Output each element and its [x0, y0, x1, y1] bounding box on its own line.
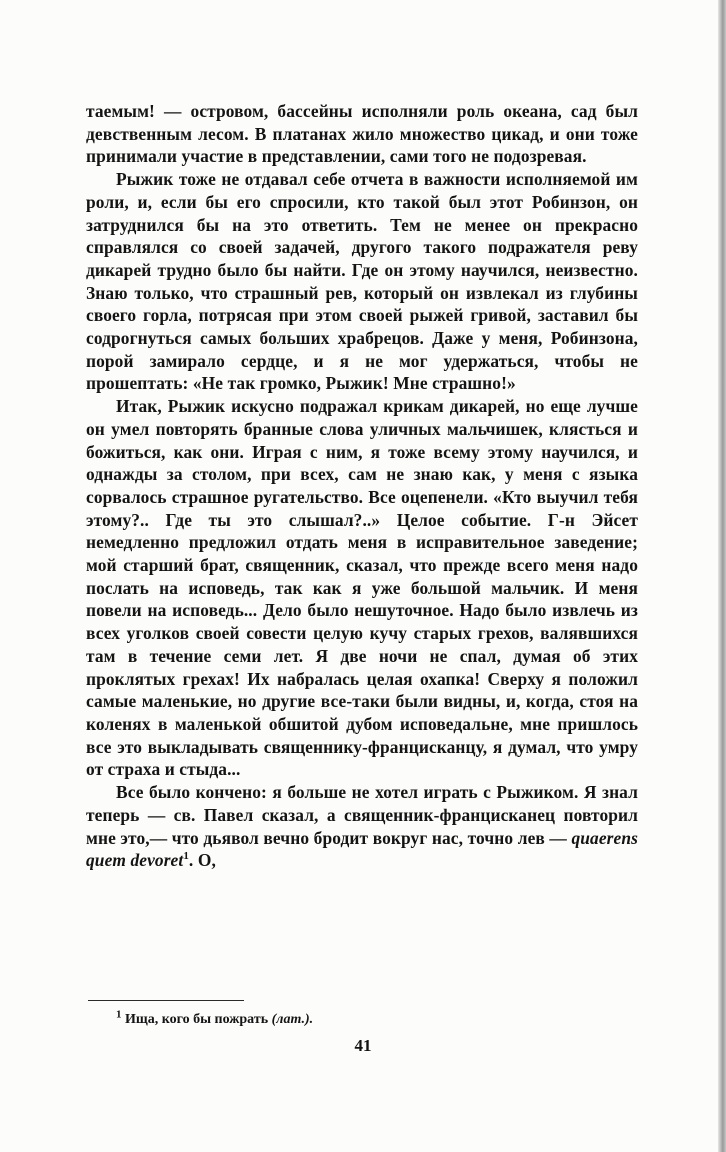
footnote-number: 1 [116, 1008, 122, 1021]
paragraph-2: Рыжик тоже не отдавал себе отчета в важности исполняемой им роли, и, если бы его спросили, кто такой был этот Робинзон, он затруднился бы на это ответить. Тем не менее он прекрасно справлялся со своей задачей, другого такого подражателя реву дикарей трудно было бы найти. Где он этому научился, неизвестно. Знаю только, что страшный рев, который он извлекал из глубины своего горла, потрясая при этом своей рыжей гривой, заставил бы содрогнуться самых больших храбрецов. Даже у меня, Робинзона, порой замирало сердце, и я не мог удержаться, чтобы не прошептать: «Не так громко, Рыжик! Мне страшно!» [86, 169, 638, 394]
page-edge-shadow [718, 0, 726, 1152]
footnote-text: Ища, кого бы пожрать [125, 1012, 269, 1027]
body-text [86, 100, 638, 872]
footnote [116, 1008, 616, 1029]
paragraph-4-tail: . О, [188, 850, 216, 871]
page-number: 41 [354, 1036, 372, 1055]
footnote-divider [88, 1000, 244, 1001]
paragraph-3: Итак, Рыжик искусно подражал крикам дикарей, но еще лучше он умел повторять бранные слова уличных мальчишек, клясться и божиться, как они. Играя с ним, я тоже всему этому научился, и однажды за столом, при всех, сам не знаю как, у меня с языка сорвалось страшное ругательство. Все оцепенели. «Кто выучил тебя этому?.. Где ты это слышал?..» Целое событие. Г-н Эйсет немедленно предложил отдать меня в исправительное заведение; мой старший брат, священник, сказал, что прежде всего меня надо послать на исповедь, так как я уже большой мальчик. И меня повели на исповедь... Дело было нешуточное. Надо было извлечь из всех уголков своей совести целую кучу старых грехов, валявшихся там в течение семи лет. Я две ночи не спал, думая об этих проклятых грехах! Их набралась целая охапка! Сверху я положил самые маленькие, но другие все-таки были видны, и, когда, стоя на коленях в маленькой обшитой дубом исповедальне, мне пришлось все это выкладывать священнику-францисканцу, я думал, что умру от страха и стыда... [86, 396, 638, 780]
paragraph-4-text: Все было кончено: я больше не хотел играть с Рыжиком. Я знал теперь — св. Павел сказал, а священник-францисканец повторил мне это,— что дьявол вечно бродит вокруг нас, точно лев — [86, 782, 638, 848]
paragraph-4 [86, 781, 638, 872]
footnote-marker: 1 [183, 850, 189, 863]
paragraph-1: таемым! — островом, бассейны исполняли роль океана, сад был девственным лесом. В платанах жило множество цикад, и они тоже принимали участие в представлении, сами того не подозревая. [86, 101, 638, 167]
latin-quote: quaerens quem devoret [86, 827, 638, 871]
footnote-lang: (лат.). [271, 1012, 314, 1027]
